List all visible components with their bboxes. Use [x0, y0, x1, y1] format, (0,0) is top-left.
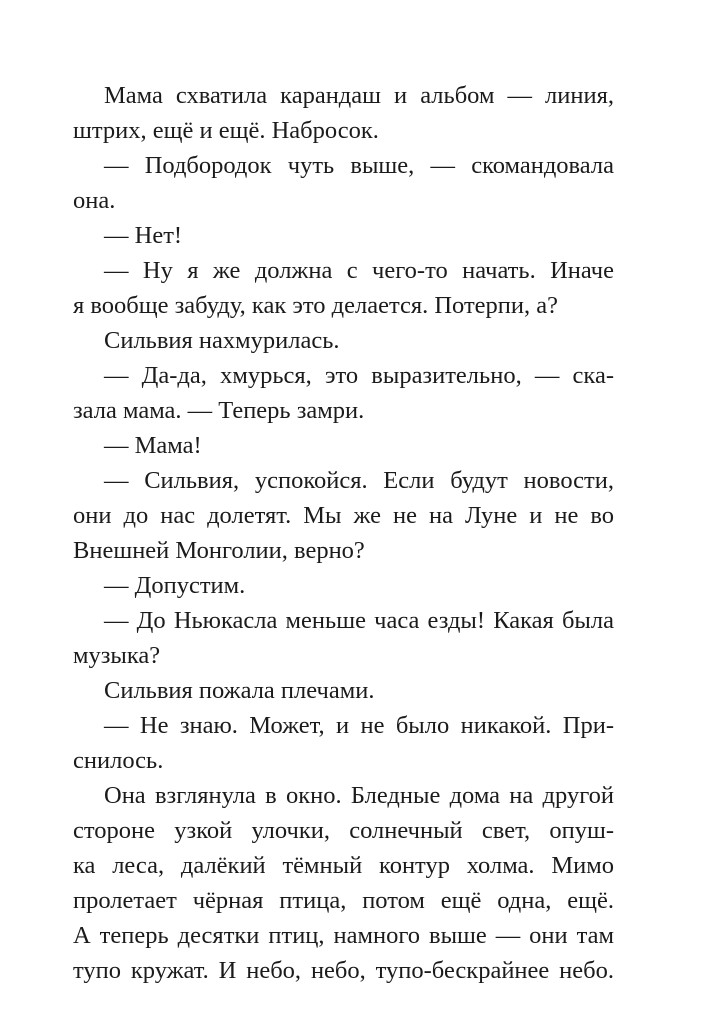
paragraph — [73, 148, 614, 218]
paragraph — [73, 463, 614, 568]
text-line: — Допустим. — [104, 572, 246, 599]
text-line: — Подбородок чуть выше, — скомандовала — [104, 152, 614, 179]
text-line: Мама схватила карандаш и альбом — линия, — [104, 82, 614, 109]
text-line: зала мама. — Теперь замри. — [73, 397, 365, 424]
paragraph — [73, 253, 614, 323]
text-line: штрих, ещё и ещё. Набросок. — [73, 117, 379, 144]
text-line: они до нас долетят. Мы же не на Луне и не во — [73, 502, 614, 529]
text-line: снилось. — [73, 747, 164, 774]
paragraph — [73, 673, 614, 708]
text-line: Внешней Монголии, верно? — [73, 537, 365, 564]
text-line: Сильвия пожала плечами. — [104, 677, 375, 704]
text-line: — Да-да, хмурься, это выразительно, — ска- — [104, 362, 614, 389]
paragraph — [73, 428, 614, 463]
text-line: — Ну я же должна с чего-то начать. Иначе — [104, 257, 614, 284]
paragraph — [73, 778, 614, 988]
paragraph — [73, 358, 614, 428]
text-line: пролетает чёрная птица, потом ещё одна, ещё. — [73, 887, 614, 914]
paragraph — [73, 568, 614, 603]
paragraph — [73, 603, 614, 673]
text-line: Сильвия нахмурилась. — [104, 327, 340, 354]
text-line: Она взглянула в окно. Бледные дома на другой — [104, 782, 614, 809]
paragraph — [73, 708, 614, 778]
text-line: — Сильвия, успокойся. Если будут новости, — [104, 467, 614, 494]
text-line: — Мама! — [104, 432, 202, 459]
text-line: музыка? — [73, 642, 161, 669]
paragraph — [73, 78, 614, 148]
text-line: — До Ньюкасла меньше часа езды! Какая была — [104, 607, 614, 634]
paragraph — [73, 218, 614, 253]
text-line: — Нет! — [104, 222, 183, 249]
paragraph — [73, 323, 614, 358]
text-line: я вообще забуду, как это делается. Потерпи, а? — [73, 292, 559, 319]
text-line: ка леса, далёкий тёмный контур холма. Мимо — [73, 852, 614, 879]
text-line: А теперь десятки птиц, намного выше — они там — [73, 922, 614, 949]
book-page-text — [73, 78, 614, 988]
text-line: тупо кружат. И небо, небо, тупо-бескрайнее небо. — [73, 957, 614, 984]
text-line: — Не знаю. Может, и не было никакой. При- — [104, 712, 614, 739]
text-line: стороне узкой улочки, солнечный свет, опуш- — [73, 817, 614, 844]
text-line: она. — [73, 187, 116, 214]
